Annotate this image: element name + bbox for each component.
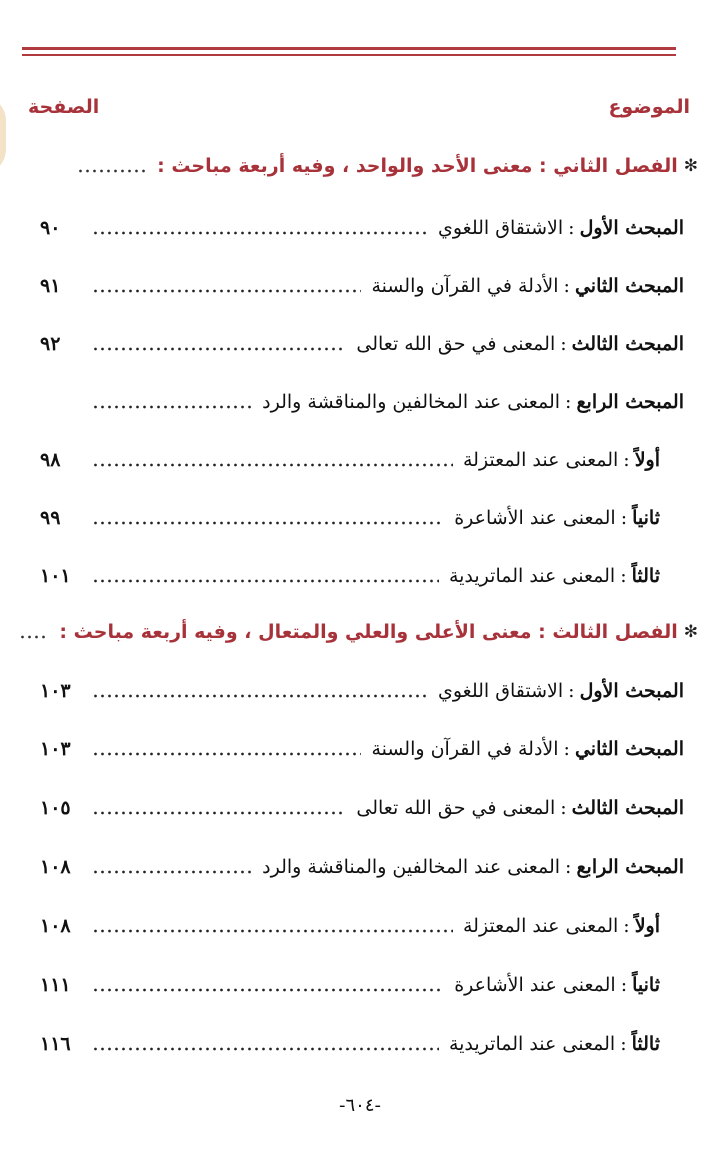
entry-page: ٩١ [40, 275, 61, 297]
subentry-page: ١٠١ [40, 565, 71, 587]
page-column-label: الصفحة [28, 96, 100, 118]
toc-header [28, 92, 690, 122]
subentry-label: أولاً [634, 915, 660, 937]
subentry-label: ثالثاً [631, 565, 660, 587]
entry-label: المبحث الرابع [576, 391, 684, 413]
chapter-title: الفصل الثاني : معنى الأحد والواحد ، وفيه أربعة مباحث : [157, 155, 678, 177]
entry-label: المبحث الثاني [574, 275, 684, 297]
dot-leader [92, 811, 346, 815]
toc-entry: المبحث الرابع : المعنى عند المخالفين والمناقشة والرد [40, 384, 684, 420]
subentry-title: المعنى عند الماتريدية [448, 1033, 616, 1055]
toc-subentry: ثانياً : المعنى عند الأشاعرة ٩٩ [40, 507, 660, 529]
toc-entry: المبحث الثالث : المعنى في حق الله تعالى ١٠٥ [40, 797, 684, 819]
subentry-title: المعنى عند المعتزلة [462, 449, 619, 471]
entry-label: المبحث الثالث [571, 797, 684, 819]
entry-page: ٩٠ [40, 217, 61, 239]
chapter-heading [30, 614, 698, 650]
entry-page: ١٠٣ [40, 738, 71, 760]
toc-subentry: ثانياً : المعنى عند الأشاعرة ١١١ [40, 974, 660, 996]
dot-leader [92, 988, 444, 992]
entry-page: ١٠٨ [40, 856, 71, 878]
top-rule [22, 47, 676, 50]
asterisk-icon: ✻ [683, 156, 698, 176]
subentry-page: ٩٨ [40, 449, 61, 471]
toc-entry: المبحث الثاني : الأدلة في القرآن والسنة ٩١ [40, 275, 684, 297]
entry-page: ١٠٣ [40, 680, 71, 702]
topic-column-label: الموضوع [608, 96, 690, 118]
asterisk-icon: ✻ [683, 622, 698, 642]
entry-label: المبحث الثالث [571, 333, 684, 355]
subentry-title: المعنى عند الأشاعرة [454, 507, 616, 529]
entry-label: المبحث الأول [579, 217, 684, 239]
toc-subentry: أولاً : المعنى عند المعتزلة ٩٨ [40, 449, 660, 471]
subentry-label: ثانياً [632, 507, 660, 529]
chapter-heading [30, 148, 698, 184]
toc-entry: المبحث الثالث : المعنى في حق الله تعالى ٩٢ [40, 333, 684, 355]
subentry-title: المعنى عند الماتريدية [448, 565, 616, 587]
dot-leader [92, 579, 439, 583]
dot-leader [92, 1047, 439, 1051]
toc-entry: المبحث الأول : الاشتقاق اللغوي ٩٠ [40, 217, 684, 239]
page-number: -٦٠٤- [338, 1095, 381, 1116]
dot-leader [92, 463, 453, 467]
entry-title: المعنى في حق الله تعالى [356, 797, 556, 819]
toc-entry: المبحث الأول : الاشتقاق اللغوي ١٠٣ [40, 680, 684, 702]
entry-title: المعنى عند المخالفين والمناقشة والرد [262, 391, 561, 413]
page-edge-mark [0, 95, 6, 175]
dot-leader [92, 289, 361, 293]
entry-title: الأدلة في القرآن والسنة [371, 275, 559, 297]
entry-page: ٩٢ [40, 333, 61, 355]
dot-leader [92, 231, 428, 235]
subentry-title: المعنى عند الأشاعرة [454, 974, 616, 996]
dot-leader [19, 635, 49, 639]
toc-entry: المبحث الرابع : المعنى عند المخالفين والمناقشة والرد ١٠٨ [40, 856, 684, 878]
subentry-label: أولاً [634, 449, 660, 471]
entry-title: المعنى عند المخالفين والمناقشة والرد [262, 856, 561, 878]
subentry-page: ١١٦ [40, 1033, 71, 1055]
toc-subentry: أولاً : المعنى عند المعتزلة ١٠٨ [40, 915, 660, 937]
entry-title: الاشتقاق اللغوي [438, 217, 564, 239]
subentry-title: المعنى عند المعتزلة [462, 915, 619, 937]
toc-subentry: ثالثاً : المعنى عند الماتريدية ١٠١ [40, 565, 660, 587]
dot-leader [92, 694, 428, 698]
top-rule-thin [22, 54, 676, 56]
dot-leader [92, 347, 346, 351]
entry-title: المعنى في حق الله تعالى [356, 333, 556, 355]
dot-leader [92, 929, 453, 933]
toc-subentry: ثالثاً : المعنى عند الماتريدية ١١٦ [40, 1033, 660, 1055]
entry-page: ١٠٥ [40, 797, 71, 819]
dot-leader [77, 169, 147, 173]
subentry-label: ثانياً [632, 974, 660, 996]
dot-leader [92, 752, 361, 756]
dot-leader [92, 521, 444, 525]
subentry-page: ٩٩ [40, 507, 61, 529]
subentry-page: ١٠٨ [40, 915, 71, 937]
subentry-label: ثالثاً [631, 1033, 660, 1055]
toc-entry: المبحث الثاني : الأدلة في القرآن والسنة ١٠٣ [40, 738, 684, 760]
entry-title: الأدلة في القرآن والسنة [371, 738, 559, 760]
entry-label: المبحث الرابع [576, 856, 684, 878]
chapter-title: الفصل الثالث : معنى الأعلى والعلي والمتعال ، وفيه أربعة مباحث : [59, 621, 678, 643]
subentry-page: ١١١ [40, 974, 71, 996]
entry-title: الاشتقاق اللغوي [438, 680, 564, 702]
dot-leader [92, 405, 252, 409]
dot-leader [92, 870, 252, 874]
entry-label: المبحث الثاني [574, 738, 684, 760]
entry-label: المبحث الأول [579, 680, 684, 702]
